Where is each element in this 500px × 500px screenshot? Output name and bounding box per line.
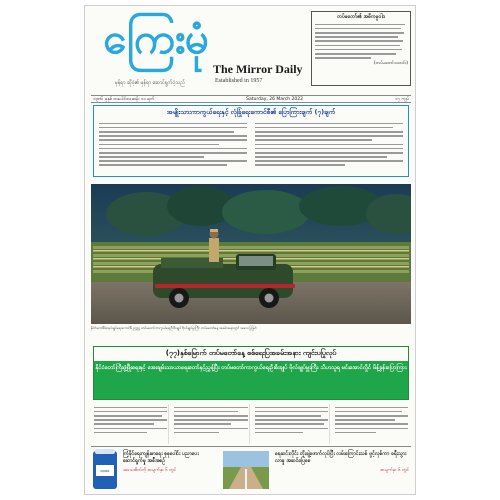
lead-story-box xyxy=(93,346,409,400)
masthead xyxy=(93,12,308,92)
left-teaser[interactable] xyxy=(123,451,219,474)
body-column xyxy=(254,404,330,444)
notice-footer: (တပ်မတော်သတင်း) xyxy=(373,61,408,67)
english-title: The Mirror Daily xyxy=(213,62,303,76)
lead-story-subhead: နိုင်ငံတော်ကြီးဖွံ့ဖြိုးရေးနှင့် အေးချမ်းသာယာရေးတော်နှင့်ညွှန့်ပြီး တပ်မတော်ကာကွယ်ရေးဦးစီးချုပ် ဗိုလ်ချုပ်မှူးကြီး သီဟသူရ မင်းအောင်လှိုင် မိန့်ခွန်းပြောကြား xyxy=(94,361,408,399)
right-teaser[interactable] xyxy=(275,451,409,474)
product-jar-image xyxy=(93,451,117,489)
top-story-column xyxy=(98,120,248,172)
top-story-headline: အမျိုးသားကာကွယ်ရေးနှင့် လုံခြုံရေးကောင်စီ၏ ပြောကြားချက် (၇)ချက် xyxy=(166,108,336,116)
parade-photo xyxy=(91,184,411,324)
photo-caption: နိုင်ငံတော်စီမံအုပ်ချုပ်ရေးကောင်စီ ဥက္ကဋ္ဌ တပ်မတော်ကာကွယ်ရေးဦးစီးချုပ် ဗိုလ်ချုပ်မှူးကြီး တပ်မတော်နေ့ အခမ်းအနားတွင် အလေးပြုခြင်း xyxy=(91,326,258,330)
dateline xyxy=(91,95,411,103)
masthead-tagline: မှန်ရာ ဆိုဝံ့၏ မှန်ရာ ဆောင်ရွက်ဝံ့သည် xyxy=(115,80,186,86)
dateline-english: Saturday, 26 March 2022 xyxy=(246,97,304,102)
bottom-teasers xyxy=(91,446,411,493)
policy-notice-box xyxy=(311,11,411,86)
top-story-box xyxy=(93,105,409,177)
road-thumbnail xyxy=(223,451,269,489)
lead-story-body xyxy=(93,404,409,444)
notice-title: တပ်မတော်၏ အဓိကမူဝါဒ xyxy=(337,14,385,20)
left-teaser-headline: ကြံ့ခိုင်ရေးကျန်းမာရေး စုစုပေါင်း ပညာပေး ဆောင်ရွက်မှု အစီအစဉ် xyxy=(123,451,199,464)
established-note: Established in 1957 xyxy=(215,78,263,84)
jar-label: ၁၁၁၁ xyxy=(96,465,114,476)
right-teaser-headline: ရေဆင်းလိုင်း တိုးချဲ့ဖောက်လုပ်ပြီး လမ်းကြောင်းသစ် ဖွင့်လှစ်ကာ ခရီးသွားလာမှု အဆင်ပြေစေ xyxy=(275,451,407,464)
lead-story-headline: (၇၇)နှစ်မြောက် တပ်မတော်နေ့ စစ်ရေးပြအခမ်းအနား ကျင်းပပြုလုပ် xyxy=(165,349,337,357)
dateline-price: ၁၇ ကျပ် xyxy=(394,97,409,102)
body-column xyxy=(334,404,409,444)
newspaper-front-page xyxy=(84,5,416,495)
right-teaser-link[interactable]: စာမျက်နှာ ၆ တွင် xyxy=(380,468,409,473)
left-teaser-link[interactable]: အသေးစိတ်ကို စာမျက်နှာ ၆ တွင် xyxy=(123,468,177,473)
body-column xyxy=(173,404,249,444)
dateline-myanmar: ၁၃၈၆ ခုနှစ် တပေါင်းလဆန်း ၁၁ ရက် xyxy=(93,97,155,102)
newspaper-logo: ကြေးမုံ xyxy=(103,14,208,63)
body-column xyxy=(93,404,169,444)
top-story-column xyxy=(254,120,404,172)
